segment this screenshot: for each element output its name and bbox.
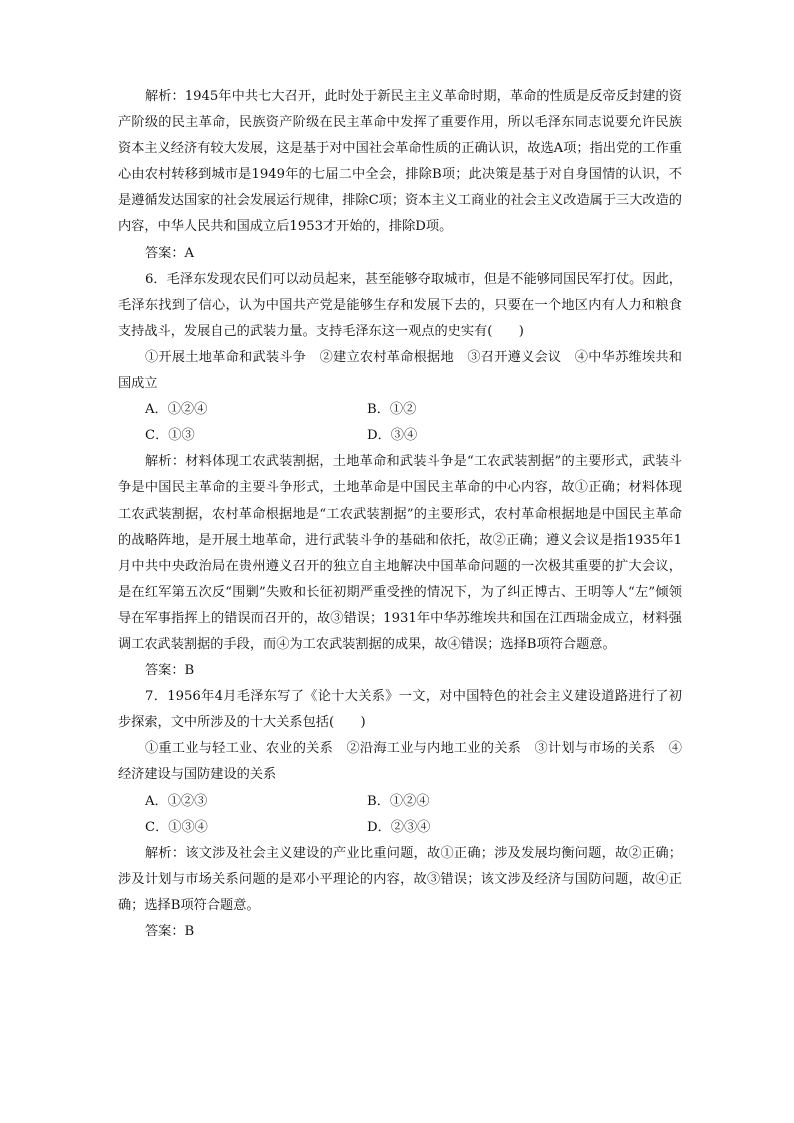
options-row-q6-1 bbox=[118, 397, 682, 423]
answer-q6: 答案：B bbox=[145, 663, 195, 679]
answer-q5: 答案：A bbox=[145, 245, 195, 261]
statements-q6: ①开展土地革命和武装斗争 ②建立农村革命根据地 ③召开遵义会议 ④中华苏维埃共和国成立 bbox=[118, 349, 682, 392]
explanation-q7: 解析：该文涉及社会主义建设的产业比重问题，故①正确；涉及发展均衡问题，故②正确；涉及计划与市场关系问题的是邓小平理论的内容，故③错误；该文涉及经济与国防问题，故④正确；选择B项符合题意。 bbox=[118, 845, 682, 913]
option-d-q6: D．③④ bbox=[367, 428, 418, 444]
option-c-q7: C．①③④ bbox=[145, 819, 208, 835]
options-row-q7-1 bbox=[118, 789, 682, 815]
explanation-q5: 解析：1945年中共七大召开，此时处于新民主主义革命时期，革命的性质是反帝反封建的资产阶级的民主革命，民族资产阶级在民主革命中发挥了重要作用，所以毛泽东同志说要允许民族资本主义经济有较大发展，这是基于对中国社会革命性质的正确认识，故选A项；指出党的工作重心由农村转移到城市是1949年的七届二中全会，排除B项；此决策是基于对自身国情的认识，不是遵循发达国家的社会发展运行规律，排除C项；资本主义工商业的社会主义改造属于三大改造的内容，中华人民共和国成立后1953才开始的，排除D项。 bbox=[118, 89, 682, 235]
option-c-q6: C．①③ bbox=[145, 428, 195, 444]
option-b-q6: B．①② bbox=[367, 402, 417, 418]
options-row-q6-2 bbox=[118, 423, 682, 449]
statements-q7: ①重工业与轻工业、农业的关系 ②沿海工业与内地工业的关系 ③计划与市场的关系 ④经济建设与国防建设的关系 bbox=[118, 741, 682, 783]
question-6: 6．毛泽东发现农民们可以动员起来，甚至能够夺取城市，但是不能够同国民军打仗。因此，毛泽东找到了信心，认为中国共产党是能够生存和发展下去的，只要在一个地区内有人力和粮食支持战斗，发展自己的武装力量。支持毛泽东这一观点的史实有( ) bbox=[118, 271, 682, 339]
option-a-q6: A．①②④ bbox=[145, 402, 208, 418]
document-page bbox=[118, 84, 682, 945]
question-7: 7．1956年4月毛泽东写了《论十大关系》一文，对中国特色的社会主义建设道路进行了初步探索，文中所涉及的十大关系包括( ) bbox=[118, 689, 682, 731]
options-row-q7-2 bbox=[118, 815, 682, 841]
option-d-q7: D．②③④ bbox=[367, 819, 431, 835]
option-a-q7: A．①②③ bbox=[145, 793, 208, 809]
explanation-q6: 解析：材料体现工农武装割据，土地革命和武装斗争是“工农武装割据”的主要形式，武装斗争是中国民主革命的主要斗争形式，土地革命是中国民主革命的中心内容，故①正确；材料体现工农武装割据，农村革命根据地是“工农武装割据”的主要形式，农村革命根据地是中国民主革命的战略阵地，是开展土地革命，进行武装斗争的基础和依托，故②正确；遵义会议是指1935年1月中共中央政治局在贵州遵义召开的独立自主地解决中国革命问题的一次极其重要的扩大会议，是在红军第五次反“围剿”失败和长征初期严重受挫的情况下，为了纠正博古、王明等人“左”倾领导在军事指挥上的错误而召开的，故③错误；1931年中华苏维埃共和国在江西瑞金成立，材料强调工农武装割据的手段，而④为工农武装割据的成果，故④错误；选择B项符合题意。 bbox=[118, 454, 682, 652]
option-b-q7: B．①②④ bbox=[367, 793, 430, 809]
answer-q7: 答案：B bbox=[145, 924, 195, 939]
